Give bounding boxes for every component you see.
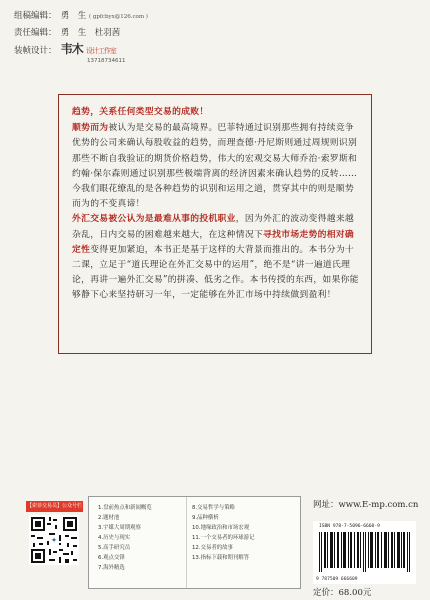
p2-highlight: 寻找市场走势的相对确定性 [72, 229, 355, 255]
isbn-barcode [313, 521, 416, 584]
responsible-editor-label: 责任编辑： [14, 28, 57, 38]
design-studio-name: 设计工作室 [85, 47, 116, 55]
column-list-box [88, 496, 301, 589]
design-phone: 13718734611 [87, 58, 126, 64]
list-item: 13.指标下载和期刊解答 [192, 555, 250, 561]
promo-banner: 【索菲交易员】公众号栏 [26, 501, 83, 512]
list-item: 5.高手研究员 [98, 545, 131, 551]
list-item: 8.交易哲学与策略 [192, 505, 235, 511]
design-row [14, 41, 148, 59]
planning-editor-label: 组稿编辑： [14, 11, 57, 21]
svg-text:✦: ✦ [50, 535, 58, 545]
list-item: 12.交易者的故事 [192, 545, 233, 551]
responsible-editor-names: 勇 生 杜羽茜 [60, 28, 121, 38]
design-studio-mark: 韦木 [60, 42, 83, 56]
website-label: 网址： [313, 500, 339, 510]
column-list-left [98, 503, 152, 573]
p2-mid: ，因为外汇的波动变得越来越杂乱，日内交易的困难越来越大，在这种情况下 [72, 214, 355, 240]
website-url[interactable]: www.E-mp.com.cn [338, 500, 419, 510]
price-line [313, 586, 371, 598]
p1-lead: 顺势而为 [72, 123, 109, 134]
credits-block [14, 8, 148, 59]
responsible-editor-row [14, 25, 148, 41]
list-item: 7.海外精选 [98, 565, 125, 571]
list-item: 1.盘前热点和新闻概览 [98, 505, 152, 511]
list-item: 4.历史与现实 [98, 535, 131, 541]
list-item: 6.观点交锋 [98, 555, 125, 561]
planning-editor-row [14, 8, 148, 25]
column-divider [186, 497, 187, 588]
qr-code[interactable] [29, 515, 79, 565]
list-item: 3.宇媒大周期观察 [98, 525, 141, 531]
price-label: 定价： [313, 588, 339, 598]
price-value: 68.00元 [338, 588, 372, 598]
website-line [313, 498, 418, 510]
blurb-paragraph-1 [72, 121, 363, 212]
list-item: 2.题材池 [98, 515, 120, 521]
design-studio-logo [61, 41, 116, 59]
barcode-number: 9 787509 666609 [316, 577, 358, 582]
barcode-icon [319, 532, 410, 572]
p2-tail: 变得更加紧迫，本书正是基于这样的大背景而推出的。本书分为十二课，立足于“道氏理论在外汇交易中的运用”，绝不是“讲一遍道氏理论，再讲一遍外汇交易”的拼凑、低劣之作。本书传授的东西，如果你能够静下心来坚持研习一年，一定能够在外汇市场中持续做到盈利！ [72, 244, 359, 301]
column-list-right [192, 503, 254, 563]
list-item: 9.品种横析 [192, 515, 219, 521]
planning-editor-email: ( gpfcbyx@126.com ) [88, 14, 148, 20]
blurb-heading: 趋势，关系任何类型交易的成败！ [72, 107, 209, 117]
blurb-frame [58, 94, 372, 354]
planning-editor-name: 勇 生 [60, 11, 87, 21]
isbn-text: ISBN 978-7-5096-6660-9 [319, 524, 380, 529]
blurb-paragraph-2 [72, 212, 363, 303]
p2-lead: 外汇交易被公认为是最难从事的投机职业 [72, 214, 236, 225]
design-label: 装帧设计： [14, 46, 57, 56]
list-item: 10.地缘政治和市场宏观 [192, 525, 250, 531]
list-item: 11.一个交易者的环球游记 [192, 535, 255, 541]
p1-body: 被认为是交易的最高境界。巴菲特通过识别那些拥有持续竞争优势的公司来确认每股收益的趋势，而理查德·丹尼斯则通过周规则识别那些不断自我验证的期货价格趋势，伟大的宏观交易大师乔治·索罗斯和约翰·保尔森则通过识别那些极端背离的经济因素来确认趋势的反转……今我们眼花缭乱的是各种趋势的识别和运用之道，贯穿其中的则是顺势而为的不变真谛！ [72, 123, 358, 210]
